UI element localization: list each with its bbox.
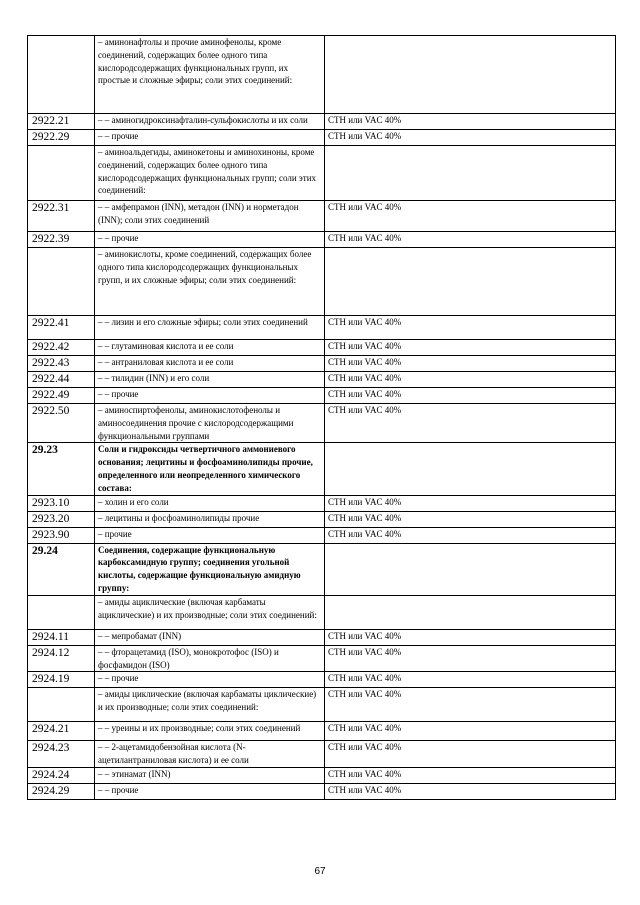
description-cell: – – прочие [95, 232, 325, 248]
hs-code-cell: 2924.21 [28, 722, 95, 741]
description-cell: – аминонафтолы и прочие аминофенолы, кроме соединений, содержащих более одного типа кислородсодержащих функциональных групп, их простые и сложные эфиры; соли этих соединений: [95, 36, 325, 114]
description-cell: – аминокислоты, кроме соединений, содержащих более одного типа кислородсодержащих функциональных групп, и их сложные эфиры; соли этих соединений: [95, 248, 325, 316]
table-row-2923-90 [28, 527, 616, 543]
table-row-heading [28, 146, 616, 201]
table-row-2923-10 [28, 495, 616, 511]
origin-rule-cell: СТН или VAC 40% [325, 316, 616, 340]
hs-code-cell: 2922.44 [28, 372, 95, 388]
origin-rule-cell: СТН или VAC 40% [325, 741, 616, 768]
hs-code-cell: 2924.29 [28, 783, 95, 799]
table-row-2922-42 [28, 340, 616, 356]
origin-rule-cell [325, 595, 616, 629]
origin-rule-cell: СТН или VAC 40% [325, 201, 616, 232]
table-row-2924-12 [28, 645, 616, 672]
description-cell: – – 2-ацетамидобензойная кислота (N-ацетилантраниловая кислота) и ее соли [95, 741, 325, 768]
description-cell: Соли и гидроксиды четвертичного аммониевого основания; лецитины и фосфоаминолипиды прочие, определенного или неопределенного химического состава: [95, 443, 325, 495]
table-row-2924-24 [28, 767, 616, 783]
origin-rule-cell [325, 248, 616, 316]
table-row-29-23 [28, 443, 616, 495]
hs-code-cell: 2922.50 [28, 404, 95, 443]
hs-code-cell: 2922.42 [28, 340, 95, 356]
description-cell: – – прочие [95, 783, 325, 799]
hs-code-cell [28, 248, 95, 316]
hs-code-cell: 2922.21 [28, 114, 95, 130]
description-cell: – холин и его соли [95, 495, 325, 511]
origin-rule-cell: СТН или VAC 40% [325, 114, 616, 130]
table-row-2924-19 [28, 672, 616, 688]
origin-rule-cell: СТН или VAC 40% [325, 629, 616, 645]
hs-code-cell: 2922.41 [28, 316, 95, 340]
description-cell: – – прочие [95, 388, 325, 404]
hs-code-cell: 2922.39 [28, 232, 95, 248]
table-row-2924-23 [28, 741, 616, 768]
tariff-table [27, 35, 616, 800]
origin-rule-cell: СТН или VAC 40% [325, 232, 616, 248]
origin-rule-cell: СТН или VAC 40% [325, 767, 616, 783]
description-cell: – – тилидин (INN) и его соли [95, 372, 325, 388]
origin-rule-cell: СТН или VAC 40% [325, 527, 616, 543]
origin-rule-cell [325, 146, 616, 201]
table-row-2922-43 [28, 356, 616, 372]
hs-code-cell: 2924.11 [28, 629, 95, 645]
table-row-2922-29 [28, 130, 616, 146]
description-cell: – амиды ациклические (включая карбаматы ациклические) и их производные; соли этих соединений: [95, 595, 325, 629]
description-cell: – аминоспиртофенолы, аминокислотофенолы и аминосоединения прочие с кислородсодержащими функциональными группами [95, 404, 325, 443]
origin-rule-cell [325, 36, 616, 114]
hs-code-cell [28, 688, 95, 722]
origin-rule-cell: СТН или VAC 40% [325, 388, 616, 404]
hs-code-cell: 29.23 [28, 443, 95, 495]
origin-rule-cell: СТН или VAC 40% [325, 404, 616, 443]
description-cell: – – этинамат (INN) [95, 767, 325, 783]
tariff-table-body [28, 36, 616, 800]
origin-rule-cell: СТН или VAC 40% [325, 130, 616, 146]
table-row-2924-29 [28, 783, 616, 799]
table-row-2922-31 [28, 201, 616, 232]
origin-rule-cell [325, 543, 616, 595]
description-cell: – лецитины и фосфоаминолипиды прочие [95, 511, 325, 527]
page-number: 67 [314, 866, 326, 877]
hs-code-cell: 2922.43 [28, 356, 95, 372]
description-cell: – – прочие [95, 672, 325, 688]
hs-code-cell: 2924.12 [28, 645, 95, 672]
origin-rule-cell: СТН или VAC 40% [325, 511, 616, 527]
hs-code-cell: 2924.24 [28, 767, 95, 783]
hs-code-cell: 2923.10 [28, 495, 95, 511]
table-row-2922-41 [28, 316, 616, 340]
hs-code-cell: 2924.23 [28, 741, 95, 768]
description-cell: – – амфепрамон (INN), метадон (INN) и норметадон (INN); соли этих соединений [95, 201, 325, 232]
description-cell: – – антраниловая кислота и ее соли [95, 356, 325, 372]
description-cell: – прочие [95, 527, 325, 543]
table-row-2923-20 [28, 511, 616, 527]
table-row-2924-21 [28, 722, 616, 741]
origin-rule-cell: СТН или VAC 40% [325, 495, 616, 511]
origin-rule-cell: СТН или VAC 40% [325, 645, 616, 672]
description-cell: – – аминогидроксинафталин-сульфокислоты и их соли [95, 114, 325, 130]
origin-rule-cell [325, 443, 616, 495]
description-cell: – амиды циклические (включая карбаматы циклические) и их производные; соли этих соединений: [95, 688, 325, 722]
table-row-2924-11 [28, 629, 616, 645]
table-row-29-24 [28, 543, 616, 595]
table-row-heading [28, 688, 616, 722]
table-row-2922-39 [28, 232, 616, 248]
origin-rule-cell: СТН или VAC 40% [325, 722, 616, 741]
table-row-heading [28, 595, 616, 629]
description-cell: – аминоальдегиды, аминокетоны и аминохиноны, кроме соединений, содержащих более одного типа кислородсодержащих функциональных групп; соли этих соединений: [95, 146, 325, 201]
description-cell: Соединения, содержащие функциональную карбоксамидную группу; соединения угольной кислоты, содержащие функциональную амидную группу: [95, 543, 325, 595]
hs-code-cell [28, 595, 95, 629]
origin-rule-cell: СТН или VAC 40% [325, 672, 616, 688]
hs-code-cell [28, 36, 95, 114]
origin-rule-cell: СТН или VAC 40% [325, 783, 616, 799]
hs-code-cell: 2922.49 [28, 388, 95, 404]
hs-code-cell: 2922.31 [28, 201, 95, 232]
origin-rule-cell: СТН или VAC 40% [325, 372, 616, 388]
description-cell: – – мепробамат (INN) [95, 629, 325, 645]
description-cell: – – прочие [95, 130, 325, 146]
description-cell: – – глутаминовая кислота и ее соли [95, 340, 325, 356]
hs-code-cell [28, 146, 95, 201]
table-row-2922-44 [28, 372, 616, 388]
hs-code-cell: 29.24 [28, 543, 95, 595]
table-row-2922-49 [28, 388, 616, 404]
hs-code-cell: 2923.20 [28, 511, 95, 527]
origin-rule-cell: СТН или VAC 40% [325, 688, 616, 722]
description-cell: – – фторацетамид (ISO), монокротофос (ISO) и фосфамидон (ISO) [95, 645, 325, 672]
description-cell: – – уреины и их производные; соли этих соединений [95, 722, 325, 741]
hs-code-cell: 2923.90 [28, 527, 95, 543]
table-row-heading [28, 36, 616, 114]
hs-code-cell: 2922.29 [28, 130, 95, 146]
origin-rule-cell: СТН или VAC 40% [325, 340, 616, 356]
table-row-2922-21 [28, 114, 616, 130]
hs-code-cell: 2924.19 [28, 672, 95, 688]
table-row-2922-50 [28, 404, 616, 443]
table-row-heading [28, 248, 616, 316]
description-cell: – – лизин и его сложные эфиры; соли этих соединений [95, 316, 325, 340]
origin-rule-cell: СТН или VAC 40% [325, 356, 616, 372]
